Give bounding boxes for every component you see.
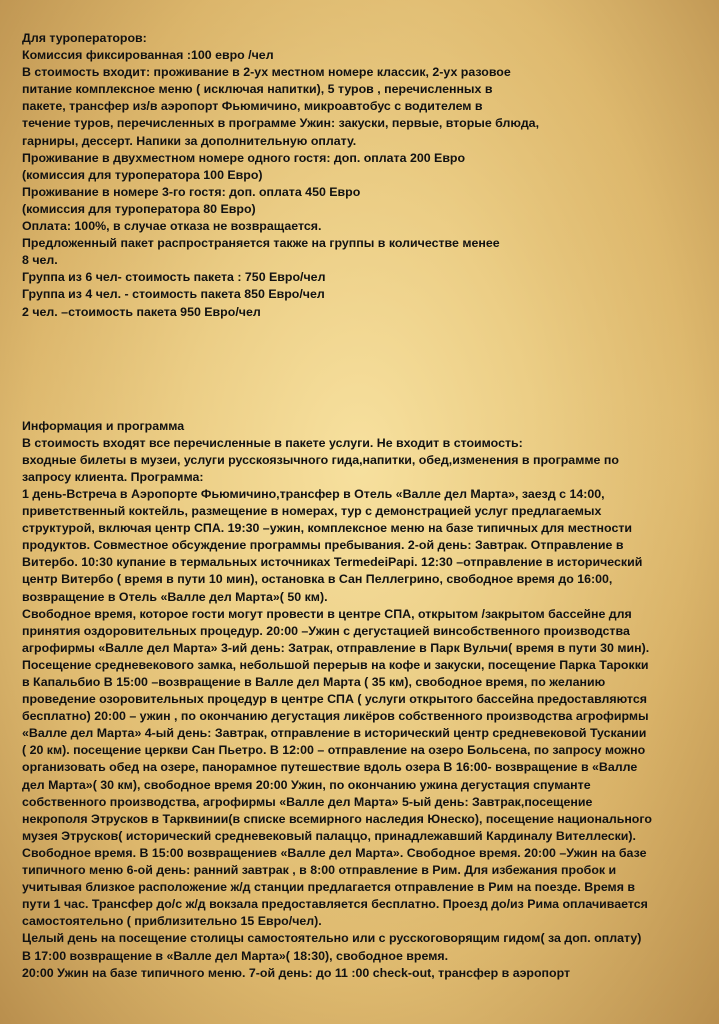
program-line: Посещение средневекового замка, небольшой перерыв на кофе и закуски, посещение Парка Тарокки [22,657,649,672]
program-line: центр Витербо ( время в пути 10 мин), остановка в Сан Пеллегрино, свободное время до 16:00, [22,572,613,587]
program-line: запросу клиента. Программа: [22,469,204,484]
operators-line: (комиссия для туроператора 100 Евро) [22,167,263,182]
operators-line: Группа из 4 чел. - стоимость пакета 850 Евро/чел [22,287,325,302]
program-line: структурой, включая центр СПА. 19:30 –ужин, комплексное меню на базе типичных для местности [22,521,633,536]
tour-operators-section [22,30,705,321]
program-line: возвращение в Отель «Валле дел Марта»( 50 км). [22,589,328,604]
program-line: 20:00 Ужин на базе типичного меню. 7-ой день: до 11 :00 check-out, трансфер в аэропорт [22,965,571,980]
program-line: типичного меню 6-ой день: ранний завтрак , в 8:00 отправление в Рим. Для избежания пробок и [22,863,617,878]
operators-line: Оплата: 100%, в случае отказа не возвращается. [22,219,322,234]
program-line: принятия оздоровительных процедур. 20:00 –Ужин с дегустацией винсобственного производства [22,623,630,638]
document-body [22,30,705,982]
operators-line: В стоимость входит: проживание в 2-ух местном номере классик, 2-ух разовое [22,65,511,80]
operators-line: питание комплексное меню ( исключая напитки), 5 туров , перечисленных в [22,82,493,97]
program-line: пути 1 час. Трансфер до/с ж/д вокзала предоставляется бесплатно. Проезд до/из Рима оплачивается [22,897,648,912]
program-line: Витербо. 10:30 купание в термальных источниках TermedeiPapi. 12:30 –отправление в исторический [22,555,643,570]
program-line: учитывая близкое расположение ж/д станции предлагается отправление в Рим на поезде. Время в [22,880,636,895]
operators-line: 2 чел. –стоимость пакета 950 Евро/чел [22,304,261,319]
program-line: В 17:00 возвращение в «Валле дел Марта»( 18:30), свободное время. [22,948,449,963]
operators-line: (комиссия для туроператора 80 Евро) [22,201,256,216]
program-line: Информация и программа [22,418,185,433]
operators-line: Проживание в номере 3-го гостя: доп. оплата 450 Евро [22,184,361,199]
program-line: Целый день на посещение столицы самостоятельно или с русскоговорящим гидом( за доп. оплату) [22,931,642,946]
operators-line: Предложенный пакет распространяется также на группы в количестве менее [22,236,500,251]
program-line: 1 день-Встреча в Аэропорте Фьюмичино,трансфер в Отель «Валле дел Марта», заезд с 14:00, [22,486,605,501]
program-line: «Валле дел Марта» 4-ый день: Завтрак, отправление в исторический центр средневековой Тускании [22,726,647,741]
operators-line: Для туроператоров: [22,31,147,45]
operators-line: Комиссия фиксированная :100 евро /чел [22,48,274,63]
operators-line: Группа из 6 чел- стоимость пакета : 750 Евро/чел [22,270,326,285]
program-line: агрофирмы «Валле дел Марта» 3-ий день: Затрак, отправление в Парк Вульчи( время в пути 30 мин). [22,640,650,655]
program-line: Свободное время, которое гости могут провести в центре СПА, открытом /закрытом бассейне для [22,606,632,621]
operators-line: Проживание в двухместном номере одного гостя: доп. оплата 200 Евро [22,150,466,165]
program-line: проведение озоровительных процедур в центре СПА ( услуги открытого бассейна предоставляются [22,692,647,707]
program-line: В стоимость входят все перечисленные в пакете услуги. Не входит в стоимость: [22,435,523,450]
program-line: бесплатно) 20:00 – ужин , по окончанию дегустация ликёров собственного производства агрофирмы [22,709,649,724]
operators-line: 8 чел. [22,253,58,268]
program-section [22,418,705,982]
program-line: некрополя Этрусков в Тарквинии(в списке всемирного наследия Юнеско), посещение национального [22,811,652,826]
program-line: организовать обед на озере, панорамное путешествие вдоль озера В 16:00- возвращение в «Валле [22,760,638,775]
program-line: в Капальбио В 15:00 –возвращение в Валле дел Марта ( 35 км), свободное время, по желанию [22,675,606,689]
operators-line: течение туров, перечисленных в программе Ужин: закуски, первые, вторые блюда, [22,116,540,131]
program-line: самостоятельно ( приблизительно 15 Евро/чел). [22,914,322,929]
program-line: входные билеты в музеи, услуги русскоязычного гида,напитки, обед,изменения в программе по [22,452,619,467]
program-line: Свободное время. В 15:00 возвращениев «Валле дел Марта». Свободное время. 20:00 –Ужин на базе [22,845,647,860]
operators-line: пакете, трансфер из/в аэропорт Фьюмичино, микроавтобус с водителем в [22,99,483,114]
program-line: музея Этрусков( исторический средневековый палаццо, принадлежавший Кардиналу Вителлески). [22,828,636,843]
program-line: приветственный коктейль, размещение в номерах, тур с демонстрацией услуг предлагаемых [22,504,602,519]
program-line: дел Марта»( 30 км), свободное время 20:00 Ужин, по окончанию ужина дегустация спуманте [22,777,591,792]
program-line: ( 20 км). посещение церкви Сан Пьетро. В 12:00 – отправление на озеро Больсена, по запросу можно [22,743,646,758]
operators-line: гарниры, дессерт. Напики за дополнительную оплату. [22,133,357,148]
program-line: собственного производства, агрофирмы «Валле дел Марта» 5-ый день: Завтрак,посещение [22,794,593,809]
program-line: продуктов. Совместное обсуждение программы пребывания. 2-ой день: Завтрак. Отправление в [22,538,624,553]
